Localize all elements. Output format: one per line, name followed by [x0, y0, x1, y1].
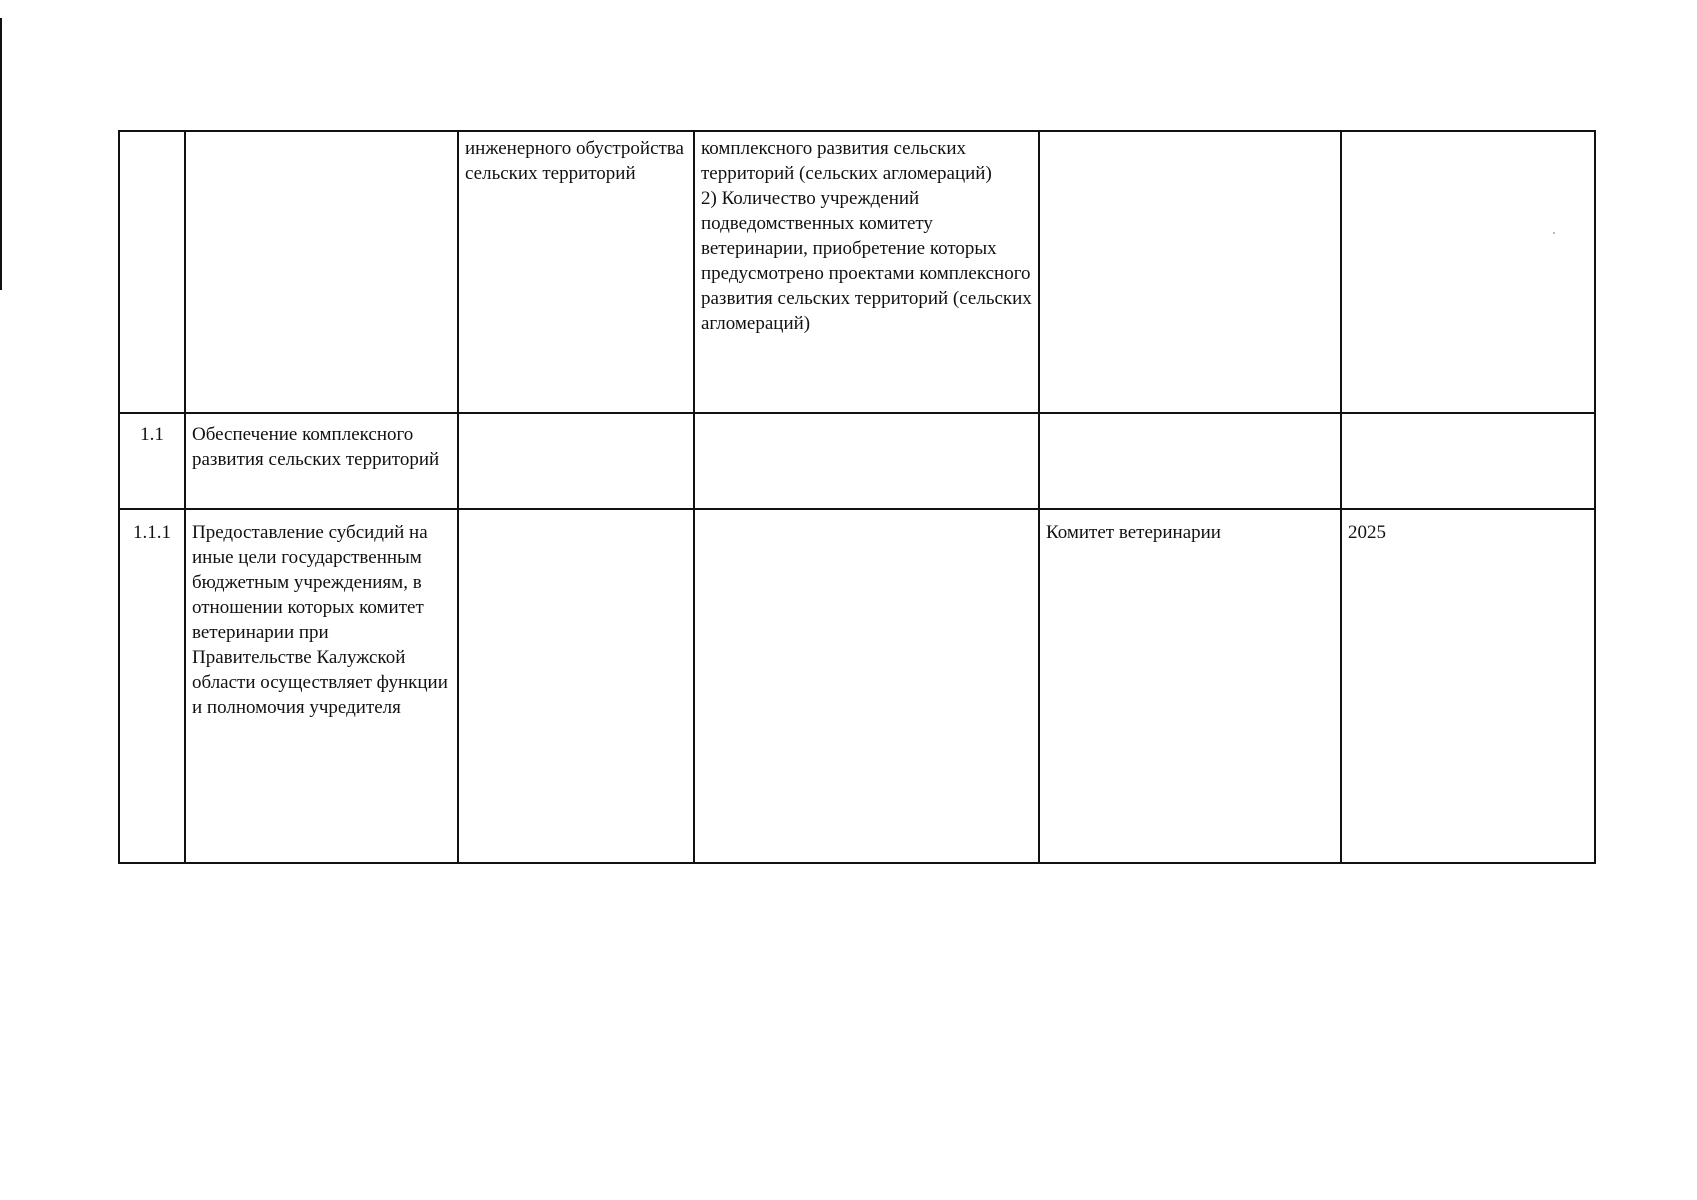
- cell-year: [1341, 131, 1595, 413]
- cell-name: Обеспечение комплексного развития сельских территорий: [185, 413, 458, 509]
- cell-name: Предоставление субсидий на иные цели государственным бюджетным учреждениям, в отношении которых комитет ветеринарии при Правительстве Калужской области осуществляет функции и полномочия учредителя: [185, 509, 458, 863]
- cell-indicators: [694, 509, 1039, 863]
- cell-indicators: [694, 413, 1039, 509]
- cell-year: [1341, 413, 1595, 509]
- cell-number: 1.1: [119, 413, 185, 509]
- table-row-1-1: [119, 413, 1595, 509]
- measures-table: [118, 130, 1596, 864]
- cell-col3: [458, 413, 694, 509]
- cell-name: [185, 131, 458, 413]
- indicator-text-2: 2) Количество учреждений подведомственных комитету ветеринарии, приобретение которых предусмотрено проектами комплексного развития сельских территорий (сельских агломераций): [701, 188, 1032, 334]
- scan-edge-mark: [0, 18, 2, 290]
- table-row-continuation: [119, 131, 1595, 413]
- cell-responsible: [1039, 131, 1341, 413]
- cell-year: 2025: [1341, 509, 1595, 863]
- cell-number: [119, 131, 185, 413]
- cell-col3: [458, 509, 694, 863]
- table-row-1-1-1: [119, 509, 1595, 863]
- cell-indicators: [694, 131, 1039, 413]
- indicator-text-1: комплексного развития сельских территорий (сельских агломераций): [701, 138, 992, 184]
- cell-number: 1.1.1: [119, 509, 185, 863]
- cell-responsible: [1039, 413, 1341, 509]
- cell-responsible: Комитет ветеринарии: [1039, 509, 1341, 863]
- cell-col3: инженерного обустройства сельских территорий: [458, 131, 694, 413]
